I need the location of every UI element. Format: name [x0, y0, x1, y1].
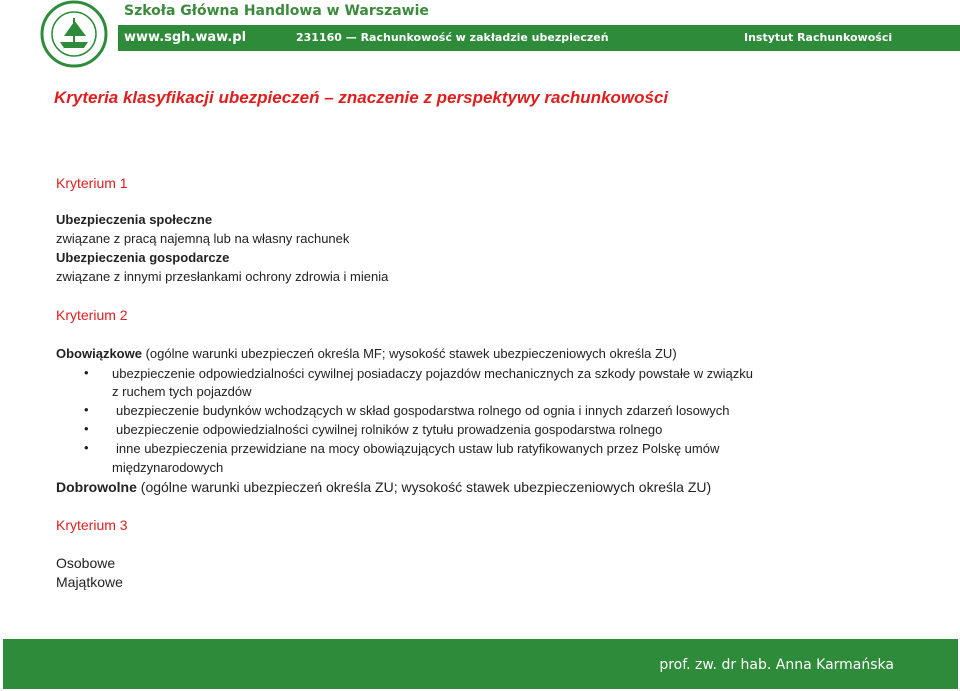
- criterion-1-line-4: związane z innymi przesłankami ochrony zdrowia i mienia: [56, 269, 389, 284]
- bullet-icon: •: [84, 402, 89, 417]
- criterion-1-heading: Kryterium 1: [56, 175, 128, 191]
- criterion-3-line-1: Osobowe: [56, 555, 116, 571]
- criterion-1-line-2: związane z pracą najemną lub na własny rachunek: [56, 231, 350, 246]
- criterion-3-line-2: Majątkowe: [56, 574, 123, 590]
- voluntary-label: Dobrowolne: [56, 479, 137, 495]
- bullet-icon: •: [84, 365, 89, 380]
- bullet-item-continuation: z ruchem tych pojazdów: [112, 384, 252, 399]
- criterion-3-heading: Kryterium 3: [56, 517, 128, 533]
- bullet-icon: •: [84, 440, 89, 455]
- bullet-item: ubezpieczenie budynków wchodzących w skład gospodarstwa rolnego od ognia i innych zdarzeń losowych: [116, 403, 730, 418]
- mandatory-label: Obowiązkowe: [56, 346, 142, 361]
- mandatory-line: [56, 345, 677, 363]
- criterion-1-line-3: Ubezpieczenia gospodarcze: [56, 250, 230, 265]
- mandatory-description: (ogólne warunki ubezpieczeń określa MF; wysokość stawek ubezpieczeniowych określa ZU): [141, 346, 677, 361]
- voluntary-line: [56, 478, 711, 496]
- criterion-1-line-1: Ubezpieczenia społeczne: [56, 212, 213, 227]
- author-name: prof. zw. dr hab. Anna Karmańska: [659, 657, 894, 673]
- header-bar: [118, 25, 960, 51]
- voluntary-description: (ogólne warunki ubezpieczeń określa ZU; wysokość stawek ubezpieczeniowych określa ZU): [136, 479, 712, 495]
- school-name: Szkoła Główna Handlowa w Warszawie: [124, 3, 429, 19]
- site-url-link[interactable]: www.sgh.waw.pl: [124, 30, 247, 45]
- criterion-2-heading: Kryterium 2: [56, 307, 128, 323]
- course-title: 231160 — Rachunkowość w zakładzie ubezpieczeń: [296, 31, 609, 44]
- bullet-item: inne ubezpieczenia przewidziane na mocy obowiązujących ustaw lub ratyfikowanych przez Polskę umów: [116, 441, 720, 456]
- institute-name: Instytut Rachunkowości: [744, 31, 893, 44]
- bullet-item-continuation: międzynarodowych: [112, 460, 224, 475]
- bullet-item: ubezpieczenie odpowiedzialności cywilnej rolników z tytułu prowadzenia gospodarstwa rolnego: [116, 422, 663, 437]
- page-title: Kryteria klasyfikacji ubezpieczeń – znaczenie z perspektywy rachunkowości: [54, 88, 669, 107]
- bullet-icon: •: [84, 421, 89, 436]
- footer-bar: [3, 639, 958, 689]
- sgh-logo: [34, 0, 114, 70]
- bullet-item: ubezpieczenie odpowiedzialności cywilnej posiadaczy pojazdów mechanicznych za szkody powstałe w związku: [112, 366, 753, 381]
